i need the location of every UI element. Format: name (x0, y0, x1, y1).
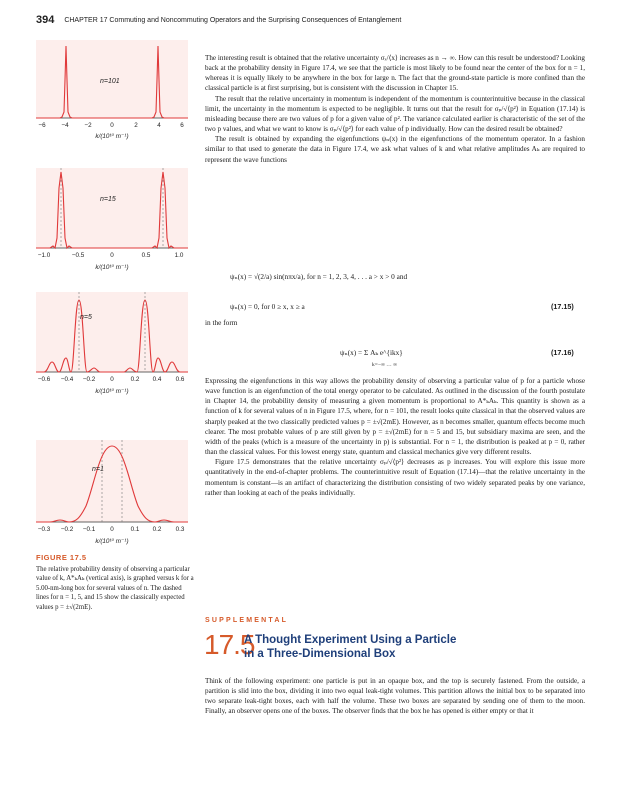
tick-labels (36, 526, 188, 535)
summation-limits: k=−∞ … ∞ (372, 362, 398, 368)
body-text-continued (205, 376, 585, 498)
plot-n5-graph (36, 292, 188, 374)
tick-labels (36, 376, 188, 385)
tick-label: 6 (180, 122, 184, 129)
paragraph: The result that the relative uncertainty in momentum is independent of the momentum is counterintuitive because in the classical limit, the uncertainty in the momentum is expected to be negligible. It turns out that the result for σₚ/√⟨p²⟩ in Equation (17.14) is misleading because there are two values of p for a given value of p². The variance calculated earlier is characteristic of the set of the two p values, and what we want to know is σₚ/√⟨p²⟩ for each value of p individually. How can the desired result be obtained? (205, 94, 585, 134)
tick-label: 0 (110, 122, 114, 129)
tick-label: 1.0 (174, 252, 184, 259)
section-text (205, 676, 585, 717)
tick-label: −0.4 (60, 376, 74, 383)
figure-caption-text: The relative probability density of observing a particular value of k, A*ₖAₖ (vertical axis), is graphed versus k for a 5.00-nm-long box for several values of n. The dashed lines for n = 1, 5, and 15 show the classically expected values p = ±√(2mE). (36, 565, 194, 611)
equation-number: (17.16) (551, 348, 574, 357)
section-title (244, 634, 456, 661)
tick-label: 4 (157, 122, 161, 129)
plot-n1-graph (36, 440, 188, 524)
plot-n15-graph (36, 168, 188, 250)
tick-label: −0.5 (71, 252, 85, 259)
tick-label: −0.6 (37, 376, 51, 383)
supplemental-label: SUPPLEMENTAL (205, 617, 289, 624)
plot-background (36, 292, 188, 372)
tick-label: −0.3 (37, 526, 51, 533)
figure-caption (36, 553, 196, 613)
plot-background (36, 440, 188, 522)
tick-label: 0 (110, 252, 114, 259)
running-head (36, 14, 401, 26)
tick-label: −6 (38, 122, 46, 129)
paragraph: The interesting result is obtained that the relative uncertainty σₓ/⟨x⟩ increases as n → ∞. How can this result be understood? Looking back at the probability density in Figure 17.4, we see that the particle is most likely to be found near the center of the box for n = 1, whereas it is equally likely to be anywhere in the box for large n. The fact that the ground-state particle is more confined than the classical particle is at first surprising, but is consistent with the discussion in Chapter 15. (205, 54, 585, 93)
tick-label: 0.1 (130, 526, 140, 533)
paragraph: Think of the following experiment: one particle is put in an opaque box, and the top is securely fastened. From the outside, a partition is slid into the box, dividing it into two equal leak-tight volumes. This partition allows the initial box to be separated into two separate leak-tight boxes, each with half the volume. These two boxes are separated by sending one of them to the moon. Finally, an observer opens one of the boxes. The observer finds that the box he has opened is either empty or that it (205, 677, 585, 716)
tick-label: 0 (110, 376, 114, 383)
n-label: n=15 (100, 196, 116, 203)
equation-number: (17.15) (551, 302, 574, 311)
n-label: n=5 (80, 314, 92, 321)
tick-label: 0 (110, 526, 114, 533)
plot-n1 (36, 440, 188, 545)
plot-n5 (36, 292, 188, 395)
tick-label: −4 (61, 122, 69, 129)
x-axis-label: k/(10¹⁰ m⁻¹) (95, 133, 129, 140)
paragraph: The result is obtained by expanding the eigenfunctions ψₙ(x) in the eigenfunctions of the momentum operator. In a fashion similar to that used to generate the data in Figure 17.4, we ask what values of k and what relative amplitudes Aₖ are required to represent the wave functions (205, 135, 585, 164)
tick-labels (36, 122, 188, 131)
tick-label: 0.3 (175, 526, 185, 533)
tick-label: 2 (134, 122, 138, 129)
x-axis-label: k/(10¹⁰ m⁻¹) (95, 538, 129, 545)
tick-label: 0.2 (152, 526, 162, 533)
tick-labels (36, 252, 188, 261)
tick-label: −1.0 (37, 252, 51, 259)
tick-label: 0.6 (175, 376, 185, 383)
section-number: 17.5 (204, 629, 255, 660)
n-label: n=1 (92, 466, 104, 473)
x-axis-label: k/(10¹⁰ m⁻¹) (95, 388, 129, 395)
in-the-form-text: in the form (205, 318, 238, 327)
section-title-line: in a Three-Dimensional Box (244, 647, 396, 660)
n-label: n=101 (100, 78, 120, 85)
tick-label: 0.2 (130, 376, 140, 383)
tick-label: −2 (84, 122, 92, 129)
equation-eigenfunction: ψₙ(x) = √(2/a) sin(nπx/a), for n = 1, 2, 3, 4, . . . a > x > 0 and (230, 272, 408, 281)
paragraph: Figure 17.5 demonstrates that the relative uncertainty σₚ/√⟨p²⟩ decreases as p increases. You will explore this issue more quantitatively in the end-of-chapter problems. The counterintuitive result of Equation (17.14)—that the relative uncertainty in the momentum is constant—is an artifact of characterizing the distribution consisting of two widely separated peaks by one variance, rather than looking at each of the peaks individually. (205, 458, 585, 497)
plot-n15 (36, 168, 188, 271)
tick-label: 0.4 (152, 376, 162, 383)
paragraph: Expressing the eigenfunctions in this way allows the probability density of observing a particular value of p for a particle whose wave function is an eigenfunction of the total energy operator to be calculated. As outlined in the discussion of the fourth postulate in Chapter 14, the probability density of measuring a given momentum is proportional to A*ₖAₖ. This quantity is shown as a function of k for several values of n in Figure 17.5, where, for n = 101, the result looks quite classical in that the observed values are sharply peaked at the two classically predicted values p = ±√(2mE). However, as n becomes smaller, quantum effects become much clearer. The most probable values of p are still given by p = ±√(2mE) for n = 5 and 15, but subsidiary maxima are seen, and the width of the peaks (which is a measure of the uncertainty in p) is substantial. For n = 1, the distribution is peaked at p = 0, rather than the classical values. For this lowest energy state, quantum and classical mechanics give very different results. (205, 377, 585, 457)
equation-expansion: ψₙ(x) = Σ Aₖ e^{ikx} (340, 348, 403, 357)
figure-caption-title: FIGURE 17.5 (36, 553, 87, 562)
tick-label: −0.2 (82, 376, 96, 383)
tick-label: −0.1 (82, 526, 96, 533)
plot-background (36, 168, 188, 248)
equation-eigenfunction-outside: ψₙ(x) = 0, for 0 ≥ x, x ≥ a (230, 302, 305, 311)
tick-label: 0.5 (141, 252, 151, 259)
page-number: 394 (36, 14, 55, 26)
x-axis-label: k/(10¹⁰ m⁻¹) (95, 264, 129, 271)
section-title-line: A Thought Experiment Using a Particle (244, 634, 457, 646)
tick-label: −0.2 (60, 526, 74, 533)
body-text (205, 53, 585, 165)
plot-n101 (36, 40, 188, 140)
running-head-title: CHAPTER 17 Commuting and Noncommuting Operators and the Surprising Consequences of Entanglement (64, 17, 402, 24)
